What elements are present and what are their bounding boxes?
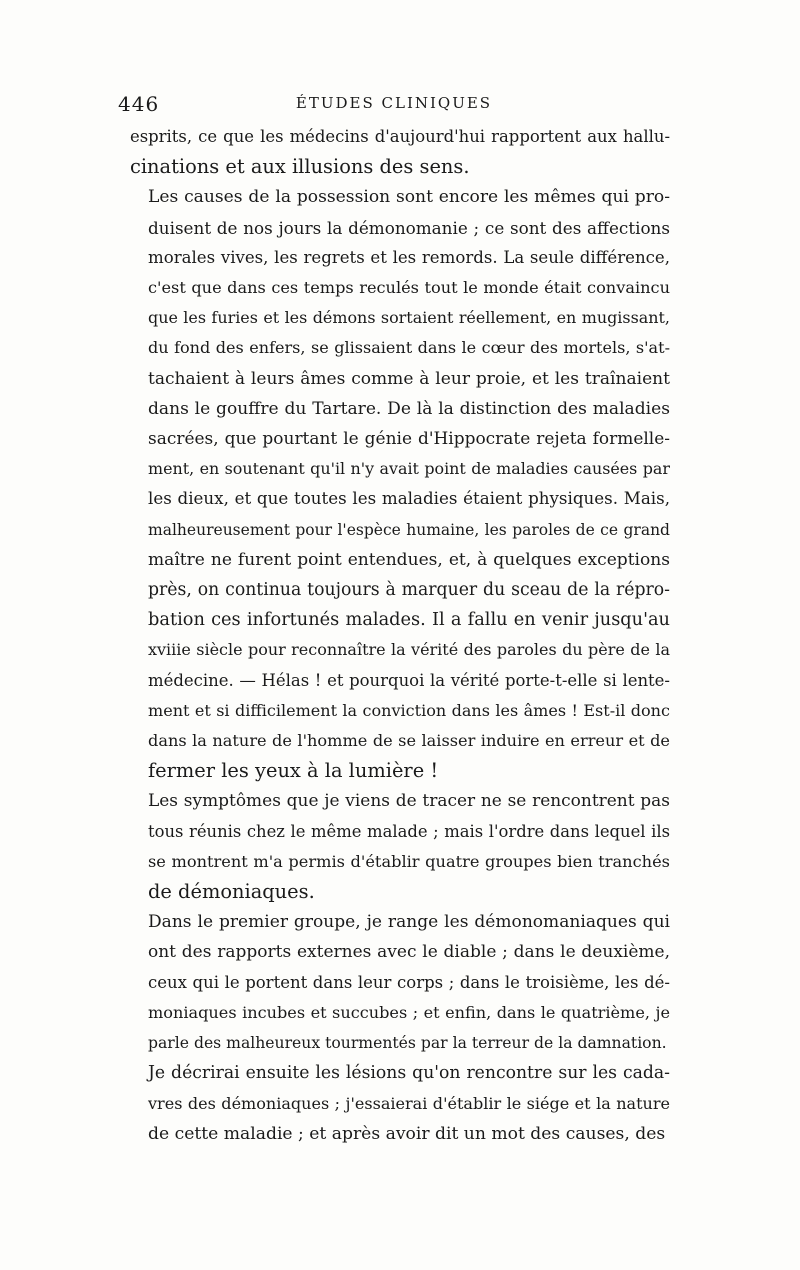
text-line: médecine. — Hélas ! et pourquoi la vérité porte-t-elle si lente-	[148, 670, 670, 690]
text-line: les dieux, et que toutes les maladies étaient physiques. Mais,	[148, 489, 670, 509]
text-line: ment et si difficilement la conviction dans les âmes ! Est-il donc	[148, 700, 670, 720]
text-line: esprits, ce que les médecins d'aujourd'hui rapportent aux hallu-	[130, 127, 670, 146]
paragraph	[130, 1058, 670, 1149]
text-line: parle des malheureux tourmentés par la terreur de la damnation.	[148, 1034, 667, 1053]
text-line: fermer les yeux à la lumière !	[148, 759, 439, 783]
text-line: de démoniaques.	[148, 880, 315, 904]
page-header	[118, 92, 670, 120]
text-line: duisent de nos jours la démonomanie ; ce sont des affections	[148, 217, 670, 238]
text-line: cinations et aux illusions des sens.	[130, 155, 470, 179]
text-line: dans la nature de l'homme de se laisser induire en erreur et de	[148, 731, 670, 751]
text-line: Je décrirai ensuite les lésions qu'on rencontre sur les cada-	[148, 1063, 670, 1084]
text-line: bation ces infortunés malades. Il a fallu en venir jusqu'au	[148, 610, 670, 631]
paragraph	[130, 907, 670, 1058]
text-line: xviiie siècle pour reconnaître la vérité des paroles du père de la	[148, 640, 670, 660]
paragraph	[130, 122, 670, 182]
paragraph	[130, 182, 670, 786]
text-line: Les causes de la possession sont encore les mêmes qui pro-	[148, 187, 670, 208]
text-line: tachaient à leurs âmes comme à leur proie, et les traînaient	[148, 368, 670, 389]
text-line: morales vives, les regrets et les remords. La seule différence,	[148, 247, 670, 267]
running-title: ÉTUDES CLINIQUES	[295, 94, 493, 112]
text-line: ceux qui le portent dans leur corps ; dans le troisième, les dé-	[148, 972, 670, 992]
text-line: vres des démoniaques ; j'essaierai d'établir le siége et la nature	[148, 1093, 670, 1113]
text-line: Dans le premier groupe, je range les démonomaniaques qui	[148, 912, 670, 933]
text-line: malheureusement pour l'espèce humaine, les paroles de ce grand	[148, 520, 670, 539]
text-line: près, on continua toujours à marquer du sceau de la répro-	[148, 580, 670, 601]
page-number: 446	[118, 92, 160, 116]
text-line: c'est que dans ces temps reculés tout le monde était convaincu	[148, 278, 670, 298]
text-line: Les symptômes que je viens de tracer ne se rencontrent pas	[148, 791, 670, 812]
text-line: de cette maladie ; et après avoir dit un mot des causes, des	[148, 1123, 666, 1144]
body-text	[130, 122, 670, 1149]
text-line: que les furies et les démons sortaient réellement, en mugissant,	[148, 308, 670, 328]
text-line: sacrées, que pourtant le génie d'Hippocrate rejeta formelle-	[148, 429, 670, 450]
text-line: se montrent m'a permis d'établir quatre groupes bien tranchés	[148, 851, 670, 871]
text-line: dans le gouffre du Tartare. De là la distinction des maladies	[148, 398, 670, 419]
text-line: moniaques incubes et succubes ; et enfin, dans le quatrième, je	[148, 1002, 670, 1022]
text-line: ont des rapports externes avec le diable ; dans le deuxième,	[148, 942, 670, 963]
text-line: du fond des enfers, se glissaient dans le cœur des mortels, s'at-	[148, 338, 670, 358]
paragraph	[130, 786, 670, 907]
text-line: ment, en soutenant qu'il n'y avait point de maladies causées par	[148, 459, 670, 479]
text-line: maître ne furent point entendues, et, à quelques exceptions	[148, 549, 670, 570]
text-line: tous réunis chez le même malade ; mais l'ordre dans lequel ils	[148, 821, 670, 841]
